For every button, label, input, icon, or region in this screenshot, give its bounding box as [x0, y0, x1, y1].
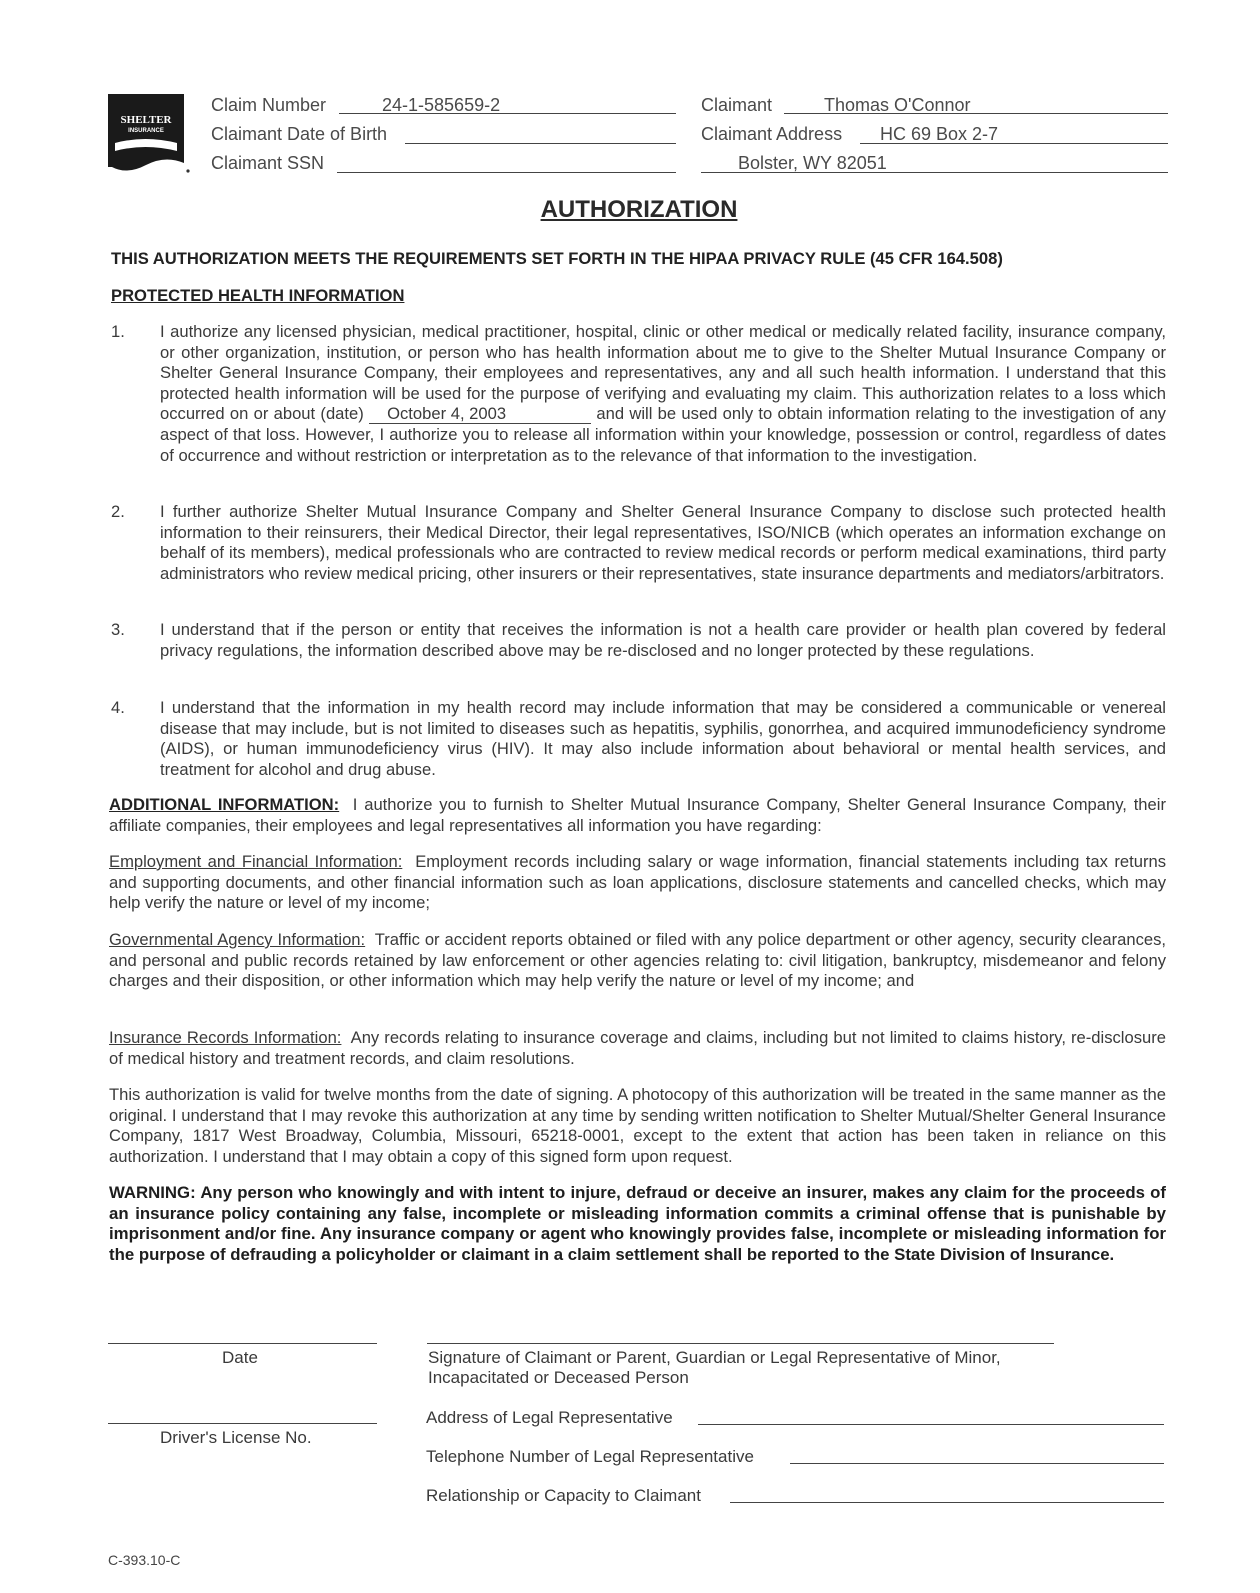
address-label: Claimant Address	[701, 124, 843, 144]
signature-line	[427, 1343, 1054, 1344]
employment-information	[109, 852, 1166, 914]
employment-text: Employment records including salary or wage information, financial statements including tax returns and supporting documents, and other financial information such as loan applications, disclosure statements and cancelled checks, which may help verify the nature or level of my income;	[109, 852, 1166, 913]
item-1-text-a: I authorize any licensed physician, medical practitioner, hospital, clinic or other medical or medically related facility, insurance company, or other organization, institution, or person who has health information about me to give to the Shelter Mutual Insurance Company or Shelter General Insurance Company, their employees and representatives, any and all such health information. I understand that this protected health information will be used for the purpose of verifying and evaluating my claim. This authorization relates to a loss which occurred on or about (date)	[160, 322, 1166, 424]
ssn-line	[337, 172, 676, 173]
signature-label-2: Incapacitated or Deceased Person	[428, 1368, 689, 1387]
date-line	[108, 1343, 377, 1344]
page-title: AUTHORIZATION	[540, 196, 738, 223]
license-line	[108, 1423, 377, 1424]
logo-text-insurance: INSURANCE	[128, 128, 164, 134]
form-code: C-393.10-C	[108, 1552, 181, 1568]
date-label: Date	[222, 1348, 258, 1367]
warning-paragraph: WARNING: Any person who knowingly and with intent to injure, defraud or deceive an insurer, makes any claim for the proceeds of an insurance policy containing any false, incomplete or misleading information commits a criminal offense that is punishable by imprisonment and/or fine. Any insurance company or agent who knowingly provides false, incomplete or misleading information for the purpose of defrauding a policyholder or claimant in a claim settlement shall be reported to the State Division of Insurance.	[109, 1183, 1166, 1264]
additional-heading: ADDITIONAL INFORMATION:	[109, 795, 340, 814]
employment-heading: Employment and Financial Information:	[109, 852, 403, 871]
insurance-heading: Insurance Records Information:	[109, 1028, 342, 1047]
license-label: Driver's License No.	[160, 1428, 312, 1447]
address-rep-line	[698, 1424, 1164, 1425]
item-4-text: I understand that the information in my health record may include information that may be considered a communicable or venereal disease that may include, but is not limited to diseases such as hepatitis, syphilis, gonorrhea, and acquired immunodeficiency syndrome (AIDS), or human immunodeficiency virus (HIV). It may also include information about behavioral or mental health services, and treatment for alcohol and drug abuse.	[160, 698, 1166, 779]
item-3-text: I understand that if the person or entity that receives the information is not a health care provider or health plan covered by federal privacy regulations, the information described above may be re-disclosed and no longer protected by these regulations.	[160, 620, 1166, 660]
ssn-label: Claimant SSN	[211, 153, 325, 173]
dob-label: Claimant Date of Birth	[211, 124, 388, 144]
item-2-text: I further authorize Shelter Mutual Insurance Company and Shelter General Insurance Company to disclose such protected health information to their reinsurers, their Medical Director, their legal representatives, ISO/NICB (which operates an information exchange on behalf of its members), medical professionals who are contracted to review medical records or perform medical examinations, third party administrators who review medical pricing, other insurers or their representatives, state insurance departments and mediators/arbitrators.	[160, 502, 1166, 583]
claim-number-label: Claim Number	[211, 95, 327, 115]
phone-rep-label: Telephone Number of Legal Representative	[426, 1447, 754, 1466]
validity-paragraph: This authorization is valid for twelve months from the date of signing. A photocopy of this authorization will be treated in the same manner as the original. I understand that I may revoke this authorization at any time by sending written notification to Shelter Mutual/Shelter General Insurance Company, 1817 West Broadway, Columbia, Missouri, 65218-0001, except to the extent that action has been taken in reliance on this authorization. I understand that I may obtain a copy of this signed form upon request.	[109, 1085, 1166, 1166]
item-2-number: 2.	[111, 502, 125, 521]
claimant-label: Claimant	[701, 95, 773, 115]
phone-rep-line	[790, 1463, 1164, 1464]
relationship-line	[730, 1502, 1164, 1503]
claimant-value: Thomas O'Connor	[824, 95, 971, 115]
governmental-heading: Governmental Agency Information:	[109, 930, 366, 949]
item-4-number: 4.	[111, 698, 125, 717]
hipaa-statement: THIS AUTHORIZATION MEETS THE REQUIREMENTS SET FORTH IN THE HIPAA PRIVACY RULE (45 CFR 164.508)	[111, 249, 1003, 268]
address-value-2: Bolster, WY 82051	[738, 153, 887, 173]
dob-line	[405, 143, 676, 144]
logo-text-shelter: SHELTER	[120, 114, 172, 126]
shelter-insurance-logo	[105, 91, 191, 177]
item-1-text	[160, 322, 1166, 466]
address-value-1: HC 69 Box 2-7	[880, 124, 999, 144]
insurance-text: Any records relating to insurance coverage and claims, including but not limited to claims history, re-disclosure of medical history and treatment records, and claim resolutions.	[109, 1028, 1166, 1068]
additional-text: I authorize you to furnish to Shelter Mutual Insurance Company, Shelter General Insurance Company, their affiliate companies, their employees and legal representatives all information you have regarding:	[109, 795, 1166, 835]
item-3-number: 3.	[111, 620, 125, 639]
item-1-text-b: and will be used only to obtain information relating to the investigation of any aspect of that loss. However, I authorize you to release all information within your knowledge, possession or control, regardless of dates of occurrence and without restriction or interpretation as to the relevance of that information to the investigation.	[160, 404, 1166, 465]
insurance-information	[109, 1028, 1166, 1069]
address-rep-label: Address of Legal Representative	[426, 1408, 673, 1427]
claim-number-value: 24-1-585659-2	[382, 95, 501, 115]
governmental-text: Traffic or accident reports obtained or filed with any police department or other agency, security clearances, and personal and public records retained by law enforcement or other agencies relating to: civil litigation, bankruptcy, misdemeanor and felony charges and their disposition, or other information which may help verify the nature or level of my income; and	[109, 930, 1167, 991]
relationship-label: Relationship or Capacity to Claimant	[426, 1486, 701, 1505]
phi-heading: PROTECTED HEALTH INFORMATION	[111, 286, 405, 305]
additional-information	[109, 795, 1166, 836]
item-1-number: 1.	[111, 322, 125, 341]
signature-label-1: Signature of Claimant or Parent, Guardian or Legal Representative of Minor,	[428, 1348, 1001, 1367]
governmental-information	[109, 930, 1166, 992]
loss-date-value: October 4, 2003	[369, 405, 591, 424]
